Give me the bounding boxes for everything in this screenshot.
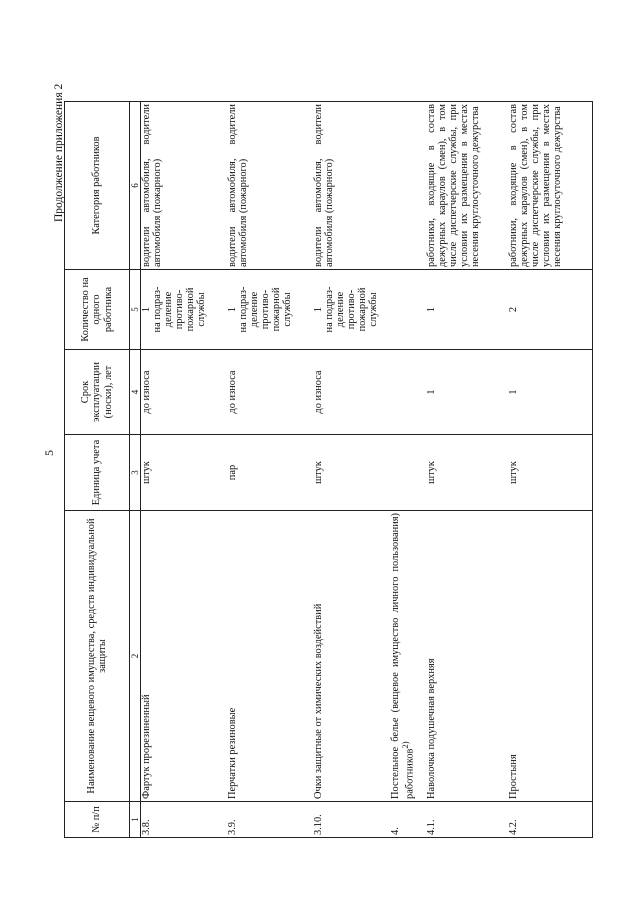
item-name: Наволочка подушечная верхняя — [426, 511, 508, 802]
footnote-mark: 2) — [400, 741, 411, 749]
row-number: 3.9. — [227, 802, 313, 838]
header-number: № п/п — [65, 802, 130, 838]
column-number: 2 — [130, 511, 141, 802]
quantity-cell — [227, 270, 313, 350]
category: работники, входящие в состав дежурных караулов (смен), в том числе диспетчерские службы, при условии их размещения в местах несения круглосуточного дежурства — [426, 102, 508, 270]
item-name: Простыня — [508, 511, 593, 802]
table-row — [426, 102, 508, 838]
header-category: Категория работников — [65, 102, 130, 270]
term — [390, 350, 426, 435]
table-row — [227, 102, 313, 838]
table-row — [390, 102, 426, 838]
term: до износа — [141, 350, 228, 435]
header-item-name: Наименование вещевого имущества, средств индивидуальной защиты — [65, 511, 130, 802]
quantity: 2 — [508, 270, 593, 350]
clothing-norms-table — [64, 101, 593, 838]
item-name — [390, 511, 426, 802]
unit: штук — [313, 435, 390, 511]
category — [390, 102, 426, 270]
quantity: 1 — [426, 270, 508, 350]
term: до износа — [227, 350, 313, 435]
column-number-row — [130, 102, 141, 838]
term: до износа — [313, 350, 390, 435]
column-number: 5 — [130, 270, 141, 350]
quantity-cell — [141, 270, 228, 350]
term: 1 — [426, 350, 508, 435]
table-header-row — [65, 102, 130, 838]
unit: штук — [141, 435, 228, 511]
unit: пар — [227, 435, 313, 511]
category: водители автомобиля, водители автомобиля (пожарного) — [141, 102, 228, 270]
quantity-note: на подраз-деление противо-пожарной службы — [324, 286, 380, 333]
table-row — [141, 102, 228, 838]
table-row — [508, 102, 593, 838]
row-number: 3.8. — [141, 802, 228, 838]
header-quantity: Количество на одного работника — [65, 270, 130, 350]
header-unit: Единица учета — [65, 435, 130, 511]
column-number: 3 — [130, 435, 141, 511]
quantity: 1 — [141, 306, 152, 313]
row-number: 4.1. — [426, 802, 508, 838]
continuation-title: Продолжение приложения 2 — [53, 83, 65, 222]
column-number: 1 — [130, 802, 141, 838]
table-row — [313, 102, 390, 838]
category: водители автомобиля, водители автомобиля (пожарного) — [313, 102, 390, 270]
column-number: 6 — [130, 102, 141, 270]
unit — [390, 435, 426, 511]
quantity-cell — [313, 270, 390, 350]
section-name: Постельное белье (вещевое имущество личного пользования) работников — [390, 513, 416, 799]
category: водители автомобиля, водители автомобиля (пожарного) — [227, 102, 313, 270]
header-term: Срок эксплуатации (носки), лет — [65, 350, 130, 435]
quantity: 1 — [313, 306, 324, 313]
row-number: 3.10. — [313, 802, 390, 838]
page-number: 5 — [42, 450, 56, 456]
item-name: Фартук прорезиненный — [141, 511, 228, 802]
unit: штук — [426, 435, 508, 511]
row-number: 4.2. — [508, 802, 593, 838]
quantity — [390, 270, 426, 350]
term: 1 — [508, 350, 593, 435]
category: работники, входящие в состав дежурных караулов (смен), в том числе диспетчерские службы, при условии их размещения в местах несения круглосуточного дежурства — [508, 102, 593, 270]
quantity-note: на подраз-деление противо-пожарной службы — [152, 286, 208, 333]
column-number: 4 — [130, 350, 141, 435]
quantity: 1 — [227, 306, 238, 313]
row-number: 4. — [390, 802, 426, 838]
item-name: Очки защитные от химических воздействий — [313, 511, 390, 802]
item-name: Перчатки резиновые — [227, 511, 313, 802]
quantity-note: на подраз-деление противо-пожарной службы — [238, 286, 294, 333]
unit: штук — [508, 435, 593, 511]
